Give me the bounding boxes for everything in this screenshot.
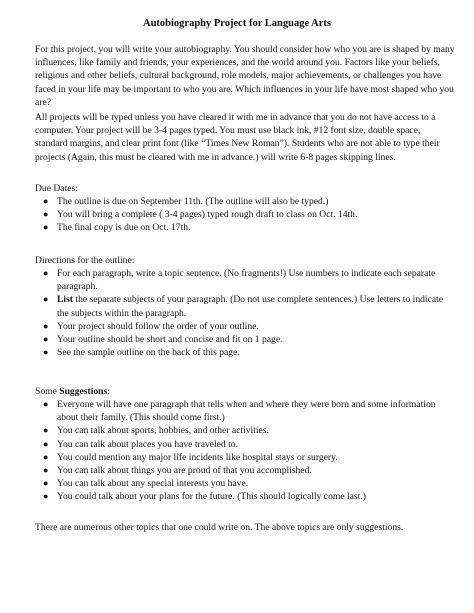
typing-requirements-paragraph: All projects will be typed unless you have cleared it with me in advance that you do not have access to a computer. Your project will be 3-4 pages typed. You must use black ink, #12 font size, double space, standard margins, and clear print font (like “Times New Roman”). Students who are not able to type their projects (Again, this must be cleared with me in advance.) will write 6-8 pages skipping lines. — [35, 112, 440, 163]
bullet-icon: ● — [43, 425, 49, 436]
bullet-icon: ● — [43, 347, 49, 358]
bullet-icon: ● — [43, 438, 49, 449]
suggestions-heading: Some Suggestions: — [35, 386, 110, 397]
bullet-icon: ● — [43, 209, 49, 220]
intro-paragraph: For this project, you will write your autobiography. You should consider how who you are is shaped by many influences, like family and friends, your experiences, and the world around you. Factors like your beliefs, religious and other beliefs, cultural background, role models, major achievements, or challenges you have faced in your life may be important to who you are. Which influences in your life have most shaped who you are? — [35, 44, 455, 108]
bullet-icon: ● — [43, 294, 49, 305]
list-item: ● You could mention any major life incidents like hospital stays or surgery. — [43, 451, 338, 463]
bullet-icon: ● — [43, 320, 49, 331]
list-item: ● For each paragraph, write a topic sentence. (No fragments!) Use numbers to indicate each separate paragraph. — [43, 268, 436, 293]
bullet-icon: ● — [43, 196, 49, 206]
due-dates-heading: Due Dates: — [35, 183, 78, 194]
list-item: ● You can talk about sports, hobbies, and other activities. — [43, 425, 269, 437]
bullet-icon: ● — [43, 478, 49, 489]
suggestions-list — [35, 398, 455, 504]
bullet-icon: ● — [43, 465, 49, 476]
list-item: ● Your outline should be short and concise and fit on 1 page. — [43, 334, 283, 346]
bullet-icon: ● — [43, 222, 49, 233]
bullet-icon: ● — [43, 451, 49, 462]
bullet-icon: ● — [43, 491, 49, 502]
list-item: ● You could talk about your plans for the future. (This should logically come last.) — [43, 491, 366, 503]
list-item: ● The final copy is due on Oct. 17th. — [43, 222, 191, 234]
list-item: ● See the sample outline on the back of this page. — [43, 347, 240, 359]
document-title: Autobiography Project for Language Arts — [142, 18, 332, 29]
list-item: ● List the separate subjects of your paragraph. (Do not use complete sentences.) Use letters to indicate the subjects within the paragraph. — [43, 294, 444, 319]
list-item: ● You can talk about any special interests you have. — [43, 478, 249, 490]
due-dates-list — [35, 195, 455, 235]
list-item: ● You can talk about places you have traveled to. — [43, 438, 238, 450]
list-item: ● Your project should follow the order of your outline. — [43, 320, 259, 332]
list-item: ● You will bring a complete ( 3-4 pages) typed rough draft to class on Oct. 14th. — [43, 209, 358, 221]
outline-directions-heading: Directions for the outline: — [35, 255, 135, 266]
outline-directions-list — [35, 267, 455, 359]
bullet-icon: ● — [43, 268, 49, 278]
closing-paragraph: There are numerous other topics that one could write on. The above topics are only suggestions. — [35, 522, 404, 533]
list-item: ● Everyone will have one paragraph that tells when and where they were born and some information about their family. (This should come first.) — [43, 399, 436, 424]
list-item: ● You can talk about things you are proud of that you accomplished. — [43, 465, 312, 477]
list-item: ● The outline is due on September 11th. (The outline will also be typed.) — [43, 196, 329, 207]
bullet-icon: ● — [43, 334, 49, 345]
bullet-icon: ● — [43, 399, 49, 409]
